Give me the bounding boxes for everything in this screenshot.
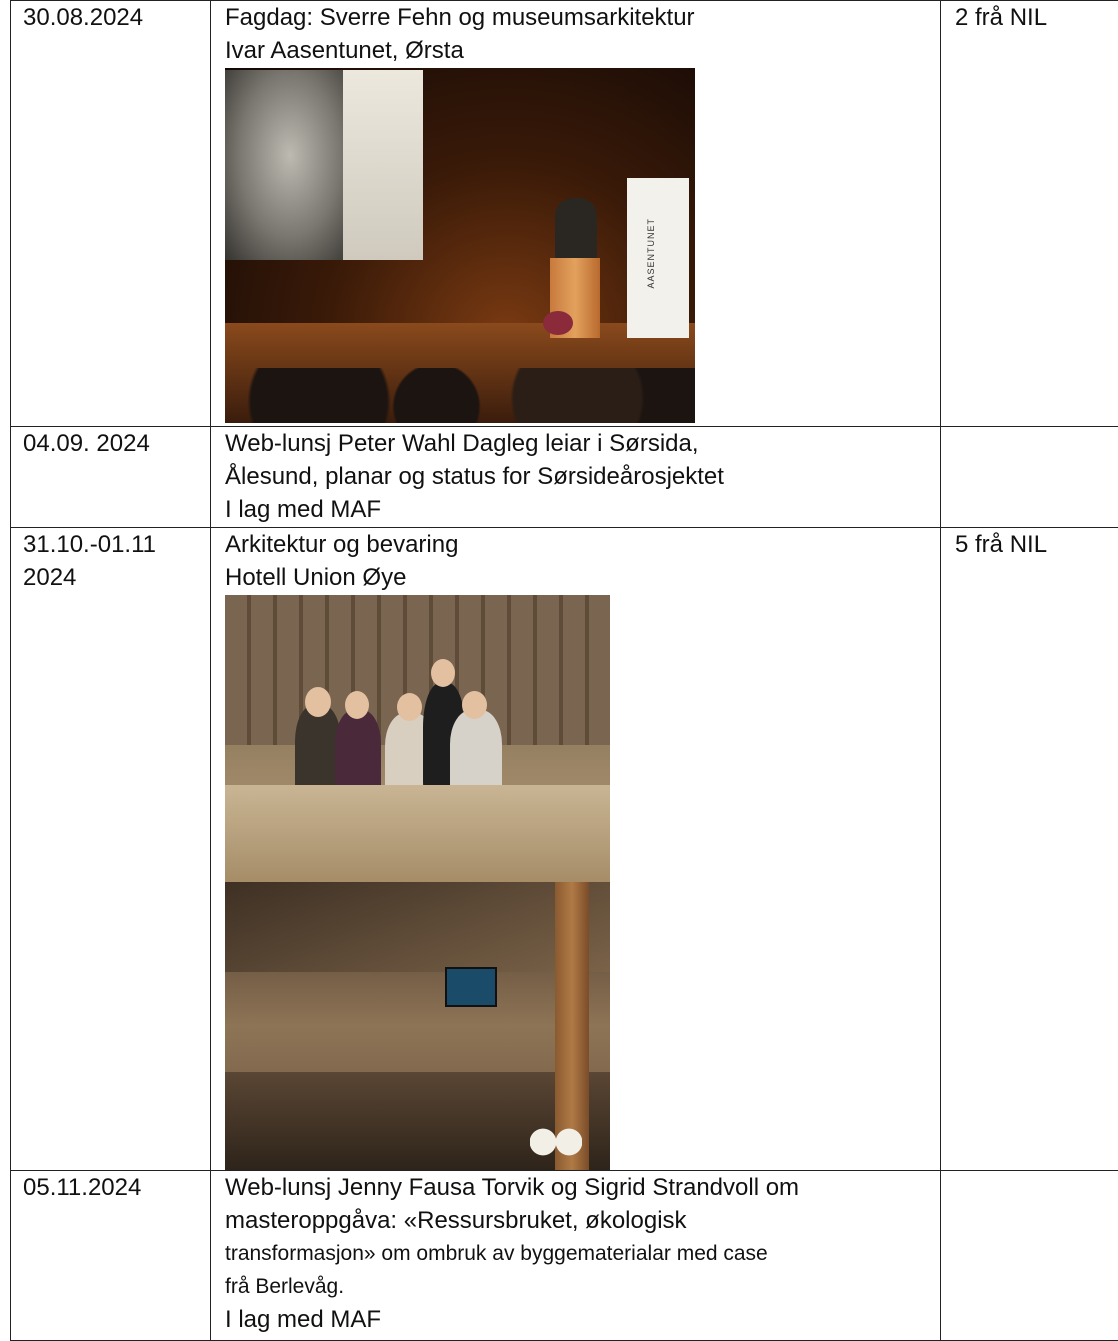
attendance-text: 5 frå NIL	[955, 528, 1118, 561]
description-cell	[211, 427, 941, 528]
description-cell	[211, 1171, 941, 1341]
candles	[530, 1122, 582, 1162]
date-cell	[11, 1171, 211, 1341]
wooden-table	[225, 785, 610, 882]
date-text: 05.11.2024	[23, 1171, 210, 1204]
event-detail: masteroppgåva: «Ressursbruket, økologisk	[225, 1204, 940, 1237]
event-detail: Ålesund, planar og status for Sørsideårosjektet	[225, 460, 940, 493]
date-text: 04.09. 2024	[23, 427, 210, 460]
lecture-photo	[225, 68, 695, 423]
date-year: 2024	[23, 561, 210, 594]
event-venue: Ivar Aasentunet, Ørsta	[225, 34, 940, 67]
portrait-projection	[225, 70, 343, 260]
event-title: Fagdag: Sverre Fehn og museumsarkitektur	[225, 1, 940, 34]
attendance-text: 2 frå NIL	[955, 1, 1118, 34]
date-text: 31.10.-01.11	[23, 528, 210, 561]
attendance-cell	[941, 1171, 1118, 1341]
event-partner: I lag med MAF	[225, 1303, 940, 1336]
date-text: 30.08.2024	[23, 1, 210, 34]
table-row	[11, 528, 1118, 1171]
event-partner: I lag med MAF	[225, 493, 940, 526]
speaker-figure	[555, 198, 597, 263]
table-row	[11, 1171, 1118, 1341]
audience	[225, 368, 695, 423]
events-table	[10, 0, 1118, 1341]
event-venue: Hotell Union Øye	[225, 561, 940, 594]
event-title: Arkitektur og bevaring	[225, 528, 940, 561]
attendance-cell	[941, 1, 1118, 427]
event-detail: frå Berlevåg.	[225, 1270, 940, 1303]
description-cell	[211, 528, 941, 1171]
banner-logo-text: AASENTUNET	[635, 218, 668, 289]
flower-pot	[543, 311, 573, 335]
date-cell	[11, 427, 211, 528]
event-title: Web-lunsj Peter Wahl Dagleg leiar i Sørsida,	[225, 427, 940, 460]
group-photo	[225, 595, 610, 882]
conference-room-photo	[225, 882, 610, 1170]
event-title: Web-lunsj Jenny Fausa Torvik og Sigrid Strandvoll om	[225, 1171, 940, 1204]
table-row	[11, 427, 1118, 528]
date-cell	[11, 1, 211, 427]
table-row	[11, 1, 1118, 427]
presentation-screen	[445, 967, 497, 1007]
date-cell	[11, 528, 211, 1171]
description-cell	[211, 1, 941, 427]
attendance-cell	[941, 528, 1118, 1171]
event-detail: transformasjon» om ombruk av byggematerialar med case	[225, 1237, 940, 1270]
attendance-cell	[941, 427, 1118, 528]
